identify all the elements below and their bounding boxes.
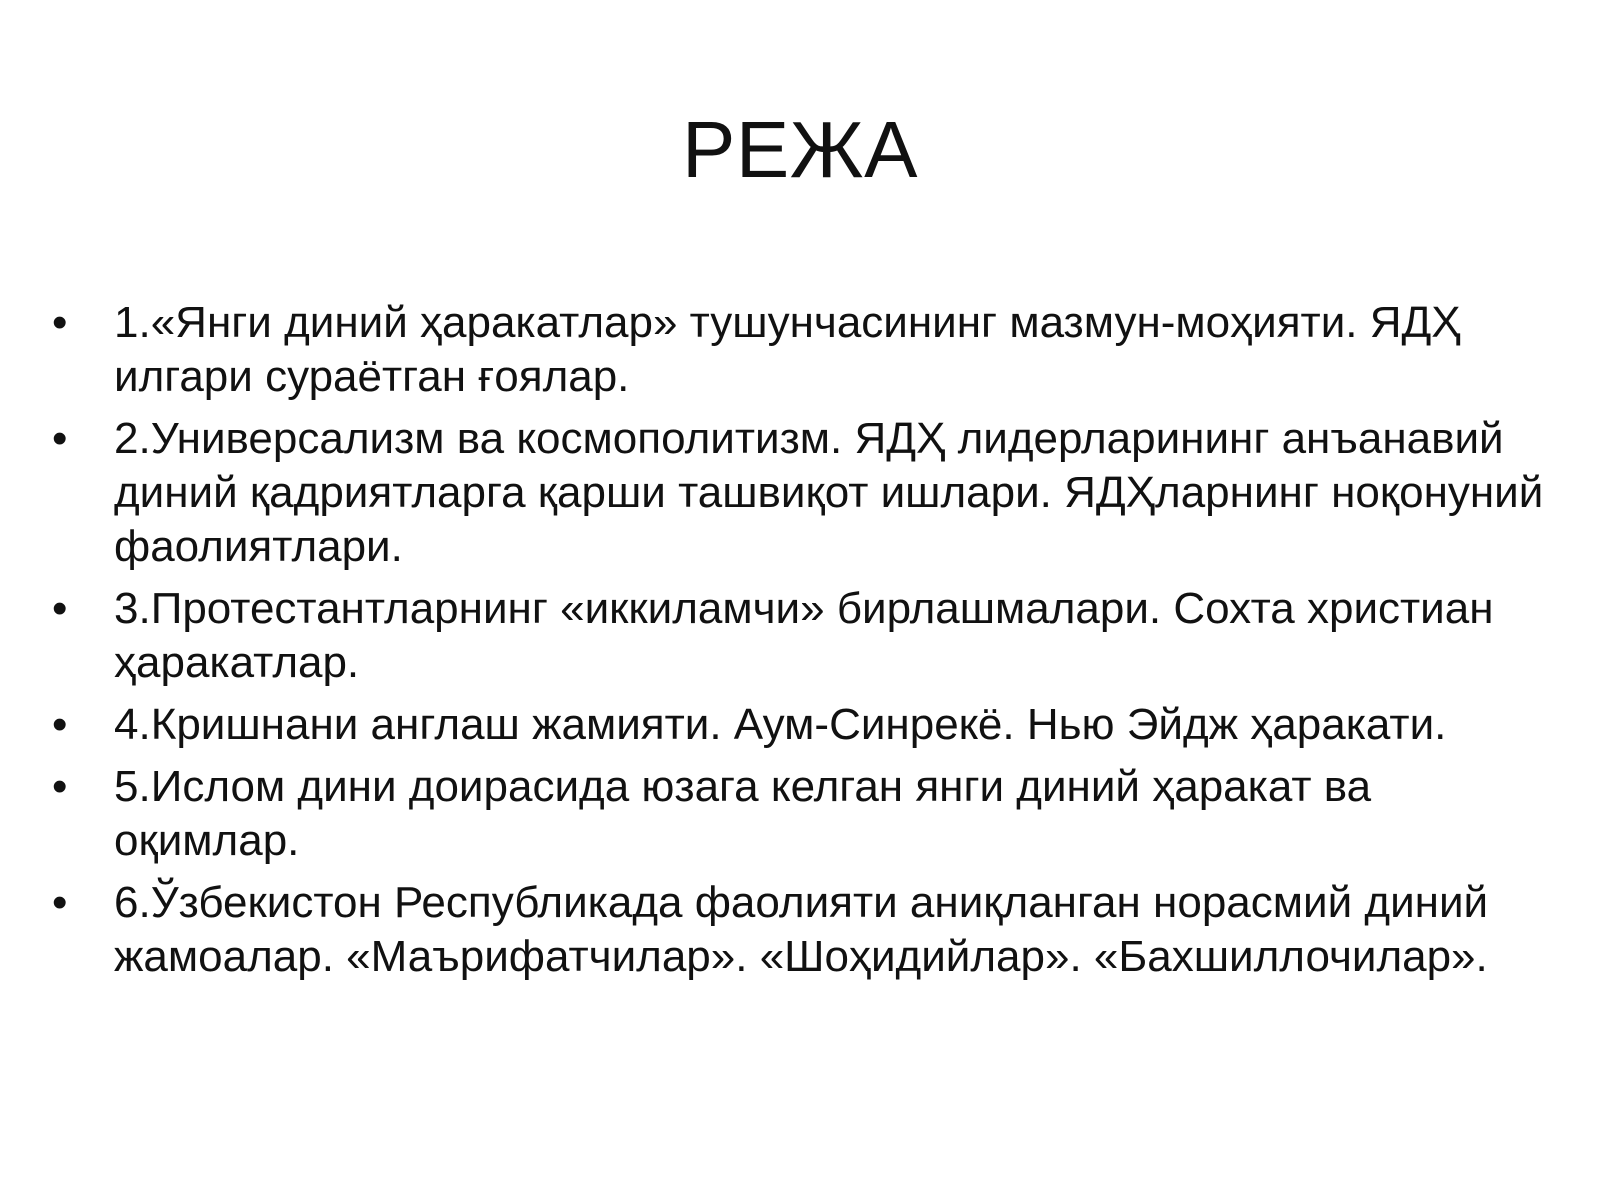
list-item: [52, 876, 1552, 984]
list-item-text: 2.Универсализм ва космополитизм. ЯДҲ лидерларининг анъанавий диний қадриятларга қарши ташвиқот ишлари. ЯДҲларнинг ноқонуний фаолиятлари.: [114, 414, 1544, 571]
bullet-icon: •: [52, 878, 68, 927]
list-item: [52, 412, 1552, 574]
list-item-text: 6.Ўзбекистон Республикада фаолияти аниқланган норасмий диний жамоалар. «Маърифатчилар». «Шоҳидийлар». «Бахшиллочилар».: [114, 878, 1489, 981]
list-item-text: 5.Ислом дини доирасида юзага келган янги диний ҳаракат ва оқимлар.: [114, 762, 1372, 865]
bullet-icon: •: [52, 584, 68, 633]
list-item-text: 1.«Янги диний ҳаракатлар» тушунчасининг мазмун-моҳияти. ЯДҲ илгари сураётган ғоялар.: [114, 298, 1461, 401]
bullet-icon: •: [52, 700, 68, 749]
list-item: [52, 698, 1552, 752]
bullet-icon: •: [52, 298, 68, 347]
bullet-icon: •: [52, 762, 68, 811]
list-item: [52, 296, 1552, 404]
bullet-icon: •: [52, 414, 68, 463]
list-item-text: 3.Протестантларнинг «иккиламчи» бирлашмалари. Сохта христиан ҳаракатлар.: [114, 584, 1494, 687]
list-item: [52, 582, 1552, 690]
list-item-text: 4.Кришнани англаш жамияти. Аум-Синрекё. Нью Эйдж ҳаракати.: [114, 700, 1447, 749]
list-item: [52, 760, 1552, 868]
slide-title: РЕЖА: [682, 105, 918, 194]
bullet-list: [52, 296, 1552, 992]
